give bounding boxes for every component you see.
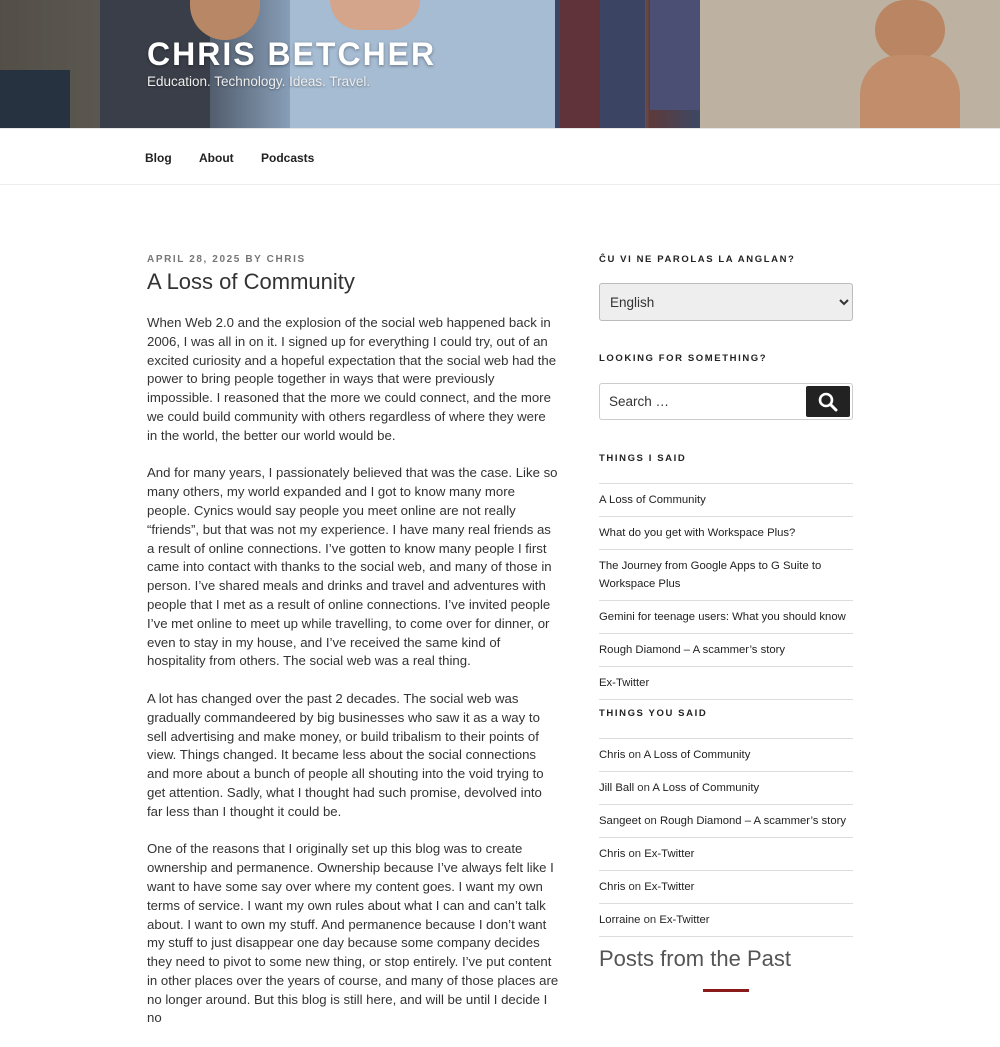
post-date[interactable]: APRIL 28, 2025	[147, 254, 241, 265]
recent-post-link[interactable]: Rough Diamond – A scammer’s story	[599, 644, 786, 656]
post-meta	[147, 254, 306, 265]
main-navigation	[0, 128, 1000, 185]
post-paragraph: When Web 2.0 and the explosion of the social web happened back in 2006, I was all in on it. I signed up for everything I could try, out of an excited curiosity and a hopeful expectation that the social web had the power to bring people together in ways that were previously impossible. I reasoned that the more we could connect, and the more we could build community with others regardless of where they were in the world, the better our world would be.	[147, 315, 557, 443]
comment-author[interactable]: Chris	[599, 881, 626, 893]
comment-author[interactable]: Jill Ball	[599, 782, 635, 794]
list-item	[599, 871, 853, 904]
recent-post-link[interactable]: The Journey from Google Apps to G Suite to Workspace Plus	[599, 560, 822, 590]
site-header	[0, 0, 1000, 128]
list-item	[599, 517, 853, 550]
comment-on: on	[644, 815, 657, 827]
post-by: BY	[245, 254, 263, 265]
recent-posts-list	[599, 483, 853, 700]
recent-post-link[interactable]: What do you get with Workspace Plus?	[599, 527, 796, 539]
language-widget-title: ĈU VI NE PAROLAS LA ANGLAN?	[599, 254, 796, 265]
comment-on: on	[637, 782, 650, 794]
past-posts-divider	[703, 989, 749, 992]
site-title[interactable]: CHRIS BETCHER	[147, 36, 437, 72]
post-title: A Loss of Community	[147, 269, 355, 294]
search-form	[599, 383, 853, 420]
post-body	[147, 314, 559, 1047]
list-item	[599, 739, 853, 772]
comment-post-link[interactable]: Ex-Twitter	[644, 848, 695, 860]
list-item	[599, 634, 853, 667]
past-posts-title: Posts from the Past	[599, 946, 791, 971]
recent-comments-title: THINGS YOU SAID	[599, 708, 708, 719]
search-widget-title: LOOKING FOR SOMETHING?	[599, 353, 768, 364]
list-item	[599, 601, 853, 634]
comment-author[interactable]: Chris	[599, 749, 626, 761]
list-item	[599, 772, 853, 805]
comment-on: on	[628, 749, 642, 761]
comment-on: on	[643, 914, 657, 926]
post-author[interactable]: CHRIS	[266, 254, 306, 265]
post-paragraph: And for many years, I passionately believed that was the case. Like so many others, my world expanded and I got to know many more people. Cynics would say people you meet online are not really “friends”, but that was not my experience. I have many real friends as a result of online connections. I’ve gotten to know many people I first came into contact with thanks to the social web, and many of those in person. I’ve shared meals and drinks and travel and adventures with people that I met as a result of online connections. I’ve invited people I’ve met online to meet up while travelling, to come over for dinner, or even to stay in my house, and I’ve received the same kind of hospitality from others. The social web was a real thing.	[147, 465, 558, 669]
comment-post-link[interactable]: Rough Diamond – A scammer’s story	[659, 815, 847, 827]
comment-post-link[interactable]: A Loss of Community	[643, 749, 751, 761]
list-item	[599, 484, 853, 517]
list-item	[599, 667, 853, 700]
comment-on: on	[628, 881, 642, 893]
post-paragraph: One of the reasons that I originally set up this blog was to create ownership and permanence. Ownership because I’ve always felt like I want to have some say over where my content goes. I want my own terms of service. I want my own rules about what I can and can’t talk about. I want to own my stuff. And permanence because I don’t want my stuff to just disappear one day because some company decides they need to pivot to some new thing, or stop entirely. I’ve put content in other places over the years of course, and many of those places are no longer around. But this blog is still here, and will be until I decide I no	[147, 841, 559, 1026]
language-select[interactable]	[599, 283, 853, 321]
site-tagline: Education. Technology. Ideas. Travel.	[147, 74, 371, 89]
nav-item-blog[interactable]: Blog	[145, 151, 172, 165]
recent-comments-list	[599, 738, 853, 937]
comment-on: on	[628, 848, 642, 860]
search-button[interactable]	[806, 386, 850, 417]
comment-author[interactable]: Chris	[599, 848, 626, 860]
list-item	[599, 904, 853, 937]
nav-item-about[interactable]: About	[199, 151, 234, 165]
search-input[interactable]	[600, 384, 806, 419]
search-icon	[818, 392, 838, 412]
recent-post-link[interactable]: Gemini for teenage users: What you should know	[599, 611, 846, 623]
comment-post-link[interactable]: Ex-Twitter	[644, 881, 695, 893]
recent-post-link[interactable]: Ex-Twitter	[599, 677, 650, 689]
recent-posts-title: THINGS I SAID	[599, 453, 687, 464]
list-item	[599, 805, 853, 838]
comment-author[interactable]: Lorraine	[599, 914, 641, 926]
nav-item-podcasts[interactable]: Podcasts	[261, 151, 315, 165]
post-paragraph: A lot has changed over the past 2 decades. The social web was gradually commandeered by big businesses who saw it as a way to sell advertising and make money, or build tribalism to their points of view. Things changed. It became less about the social connections and more about a bunch of people all shouting into the void trying to get attention. Sadly, what I thought had such promise, devolved into far less than I thought it could be.	[147, 690, 544, 819]
list-item	[599, 838, 853, 871]
comment-author[interactable]: Sangeet	[599, 815, 642, 827]
comment-post-link[interactable]: Ex-Twitter	[659, 914, 710, 926]
recent-post-link[interactable]: A Loss of Community	[599, 494, 706, 506]
list-item	[599, 550, 853, 601]
comment-post-link[interactable]: A Loss of Community	[652, 782, 760, 794]
